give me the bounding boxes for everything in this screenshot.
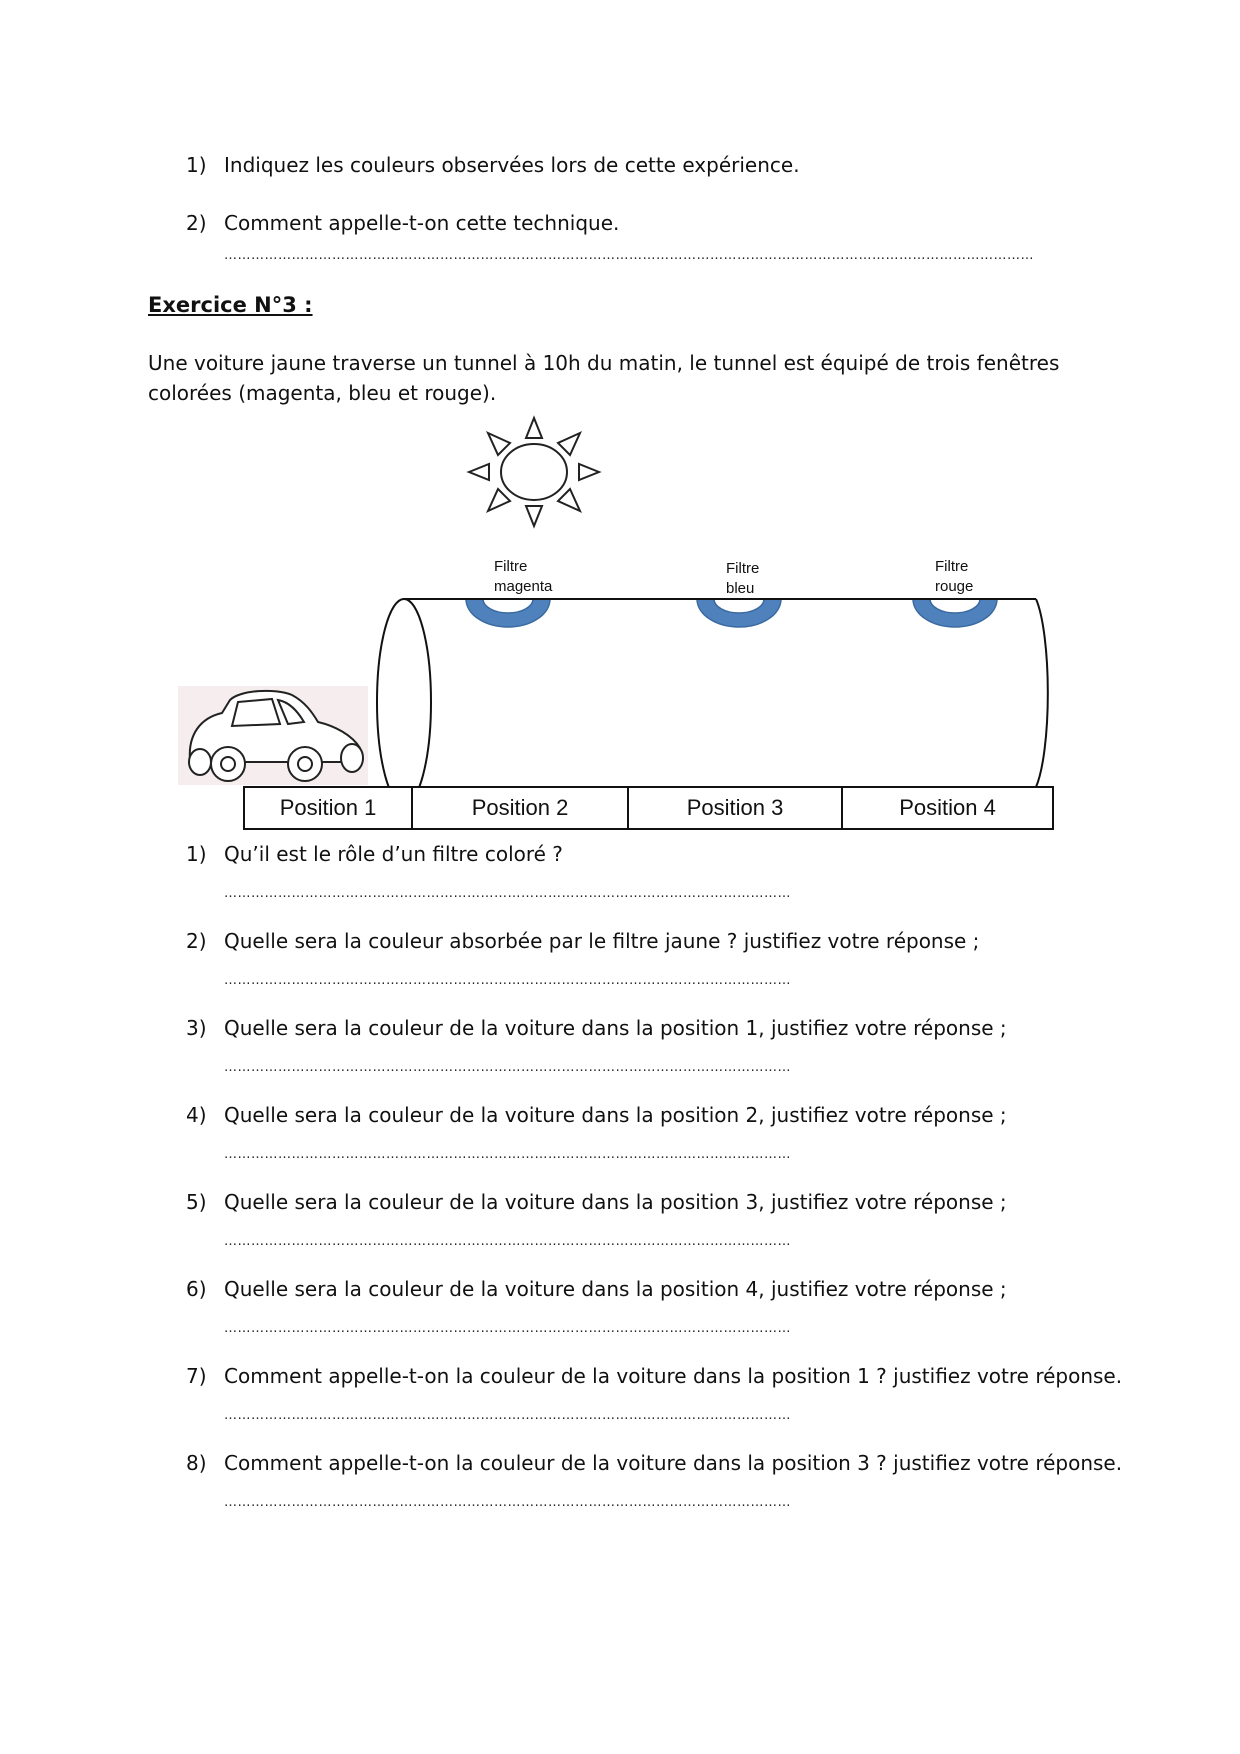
question-number: 2) bbox=[186, 929, 207, 953]
question-5 bbox=[186, 1190, 1007, 1214]
position-label-3: Position 3 bbox=[686, 795, 784, 820]
question-text: Quelle sera la couleur absorbée par le filtre jaune ? justifiez votre réponse ; bbox=[224, 929, 980, 953]
question-number: 5) bbox=[186, 1190, 207, 1214]
position-label-2: Position 2 bbox=[471, 795, 569, 820]
sun-icon bbox=[469, 418, 599, 526]
question-number: 7) bbox=[186, 1364, 207, 1388]
question-text: Quelle sera la couleur de la voiture dans la position 3, justifiez votre réponse ; bbox=[224, 1190, 1007, 1214]
answer-line: ……………………………………………………………………………………………………………… bbox=[224, 1321, 791, 1336]
tunnel-shape bbox=[377, 599, 1048, 805]
filter-label-line: magenta bbox=[494, 578, 553, 595]
position-label-1: Position 1 bbox=[279, 795, 377, 820]
filter-label-red bbox=[935, 557, 973, 597]
filter-label-line: rouge bbox=[935, 578, 974, 595]
question-text: Quelle sera la couleur de la voiture dans la position 2, justifiez votre réponse ; bbox=[224, 1103, 1007, 1127]
question-number: 3) bbox=[186, 1016, 207, 1040]
answer-line: ……………………………………………………………………………………………………………… bbox=[224, 973, 791, 988]
filter-label-blue bbox=[726, 559, 759, 599]
filter-label-line: Filtre bbox=[935, 558, 969, 575]
answer-line: ……………………………………………………………………………………………………………… bbox=[224, 1495, 791, 1510]
position-label-4: Position 4 bbox=[899, 795, 996, 820]
question-text: Indiquez les couleurs observées lors de cette expérience. bbox=[224, 153, 800, 177]
filter-label-line: bleu bbox=[726, 580, 755, 597]
exercise-title: Exercice N°3 : bbox=[148, 293, 313, 317]
answer-line: ……………………………………………………………………………………………………………… bbox=[224, 1234, 791, 1249]
question-6 bbox=[186, 1277, 1007, 1301]
exercise-intro: Une voiture jaune traverse un tunnel à 10h du matin, le tunnel est équipé de trois fenêtres colorées (magenta, bleu et rouge). bbox=[148, 351, 1060, 405]
answer-line: ……………………………………………………………………………………………………………………………………………………………… bbox=[224, 248, 1034, 263]
question-number: 4) bbox=[186, 1103, 207, 1127]
answer-line: ……………………………………………………………………………………………………………… bbox=[224, 886, 791, 901]
question-text: Quelle sera la couleur de la voiture dans la position 1, justifiez votre réponse ; bbox=[224, 1016, 1007, 1040]
question-7 bbox=[186, 1364, 1122, 1388]
answer-line: ……………………………………………………………………………………………………………… bbox=[224, 1408, 791, 1423]
question-4 bbox=[186, 1103, 1007, 1127]
question-number: 1) bbox=[186, 842, 207, 866]
question-number: 6) bbox=[186, 1277, 207, 1301]
answer-line: ……………………………………………………………………………………………………………… bbox=[224, 1147, 791, 1162]
question-number: 2) bbox=[186, 211, 207, 235]
question-text: Comment appelle-t-on cette technique. bbox=[224, 211, 620, 235]
question-number: 1) bbox=[186, 153, 207, 177]
question-text: Comment appelle-t-on la couleur de la voiture dans la position 1 ? justifiez votre réponse. bbox=[224, 1364, 1123, 1388]
filter-label-line: Filtre bbox=[494, 558, 528, 575]
question-number: 8) bbox=[186, 1451, 207, 1475]
question-3 bbox=[186, 1016, 1007, 1040]
answer-line: ……………………………………………………………………………………………………………… bbox=[224, 1060, 791, 1075]
filter-blue-shape bbox=[697, 599, 781, 627]
question-2 bbox=[186, 929, 979, 953]
question-text: Comment appelle-t-on la couleur de la voiture dans la position 3 ? justifiez votre réponse. bbox=[224, 1451, 1123, 1475]
filter-red-shape bbox=[913, 599, 997, 627]
filter-magenta-shape bbox=[466, 599, 550, 627]
filter-label-magenta bbox=[494, 557, 552, 597]
filter-label-line: Filtre bbox=[726, 560, 760, 577]
question-8 bbox=[186, 1451, 1122, 1475]
question-text: Quelle sera la couleur de la voiture dans la position 4, justifiez votre réponse ; bbox=[224, 1277, 1007, 1301]
question-1 bbox=[186, 842, 563, 866]
question-text: Qu’il est le rôle d’un filtre coloré ? bbox=[224, 842, 563, 866]
